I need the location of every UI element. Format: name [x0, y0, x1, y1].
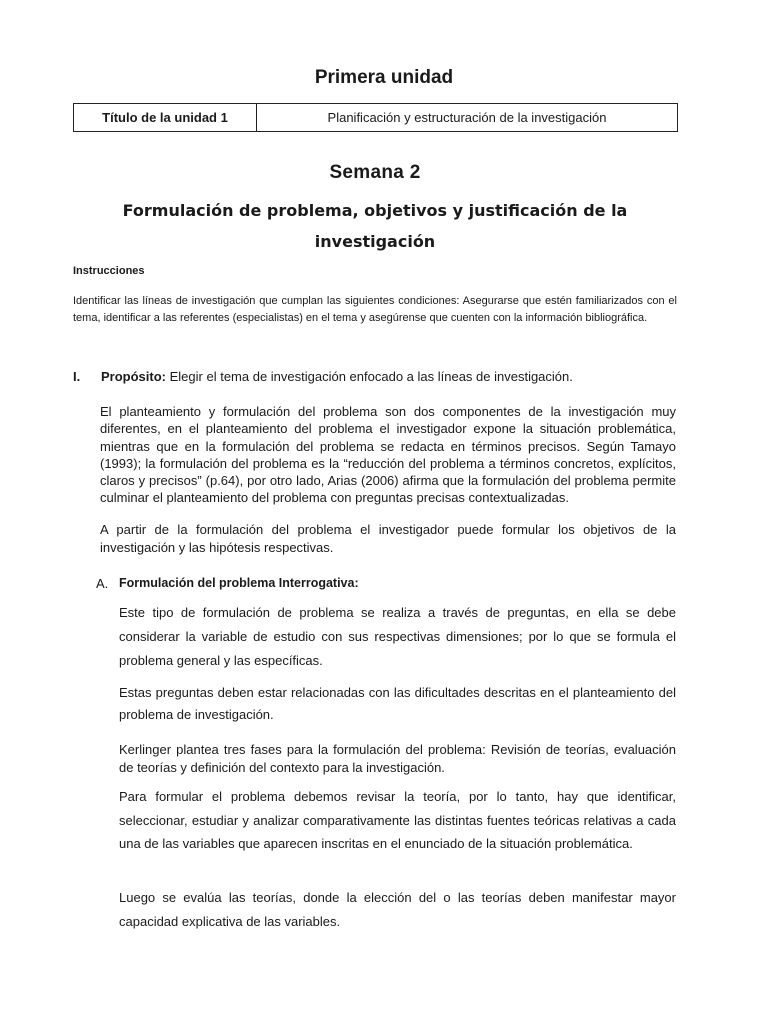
- week-title: Semana 2: [329, 162, 421, 183]
- subsection-paragraph: Este tipo de formulación de problema se realiza a través de preguntas, en ella se debe considerar la variable de estudio con sus respectivas dimensiones; por lo que se formula el problema general y las específicas.: [119, 605, 676, 668]
- subsection-paragraph: Luego se evalúa las teorías, donde la elección del o las teorías deben manifestar mayor capacidad explicativa de las variables.: [119, 890, 676, 929]
- instructions-heading: Instrucciones: [73, 265, 145, 277]
- section-paragraph-2: A partir de la formulación del problema el investigador puede formular los objetivos de la investigación y las hipótesis respectivas.: [100, 522, 676, 555]
- topic-title: Formulación de problema, objetivos y justificación de la investigación: [122, 201, 628, 251]
- unit-info-table: [73, 103, 678, 132]
- subsection-paragraph: Para formular el problema debemos revisar la teoría, por lo tanto, hay que identificar, seleccionar, estudiar y analizar comparativamente las distintas fuentes teóricas relativas a cada una de las variables que aparecen inscritas en el enunciado de la situación problemática.: [119, 789, 676, 851]
- subsection-paragraph: Estas preguntas deben estar relacionadas con las dificultades descritas en el planteamiento del problema de investigación.: [119, 685, 676, 722]
- unit-label-cell: Título de la unidad 1: [74, 104, 257, 131]
- subsection-title: Formulación del problema Interrogativa:: [119, 576, 359, 590]
- page-title: Primera unidad: [314, 67, 454, 88]
- purpose-text: Elegir el tema de investigación enfocado a las líneas de investigación.: [169, 369, 573, 384]
- subsection-paragraph: Kerlinger plantea tres fases para la formulación del problema: Revisión de teorías, evaluación de teorías y definición del contexto para la investigación.: [119, 742, 676, 775]
- unit-title-cell: Planificación y estructuración de la investigación: [327, 110, 607, 125]
- section-number: I.: [73, 369, 81, 384]
- section-purpose: [101, 369, 681, 384]
- section-paragraph-1: El planteamiento y formulación del problema son dos componentes de la investigación muy diferentes, en el planteamiento del problema el investigador expone la situación problemática, mientras que en la formulación del problema se redacta en términos precisos. Según Tamayo (1993); la formulación del problema es la “reducción del problema a términos concretos, explícitos, claros y precisos” (p.64), por otro lado, Arias (2006) afirma que la formulación del problema permite culminar el planteamiento del problema con preguntas precisas contextualizadas.: [100, 404, 676, 506]
- subsection-letter: A.: [96, 576, 109, 591]
- instructions-text: Identificar las líneas de investigación que cumplan las siguientes condiciones: Asegurarse que estén familiarizados con el tema, identificar a las referentes (especialistas) en el tema y asegúrense que cuenten con la información bibliográfica.: [73, 295, 677, 324]
- purpose-label: Propósito:: [101, 369, 166, 384]
